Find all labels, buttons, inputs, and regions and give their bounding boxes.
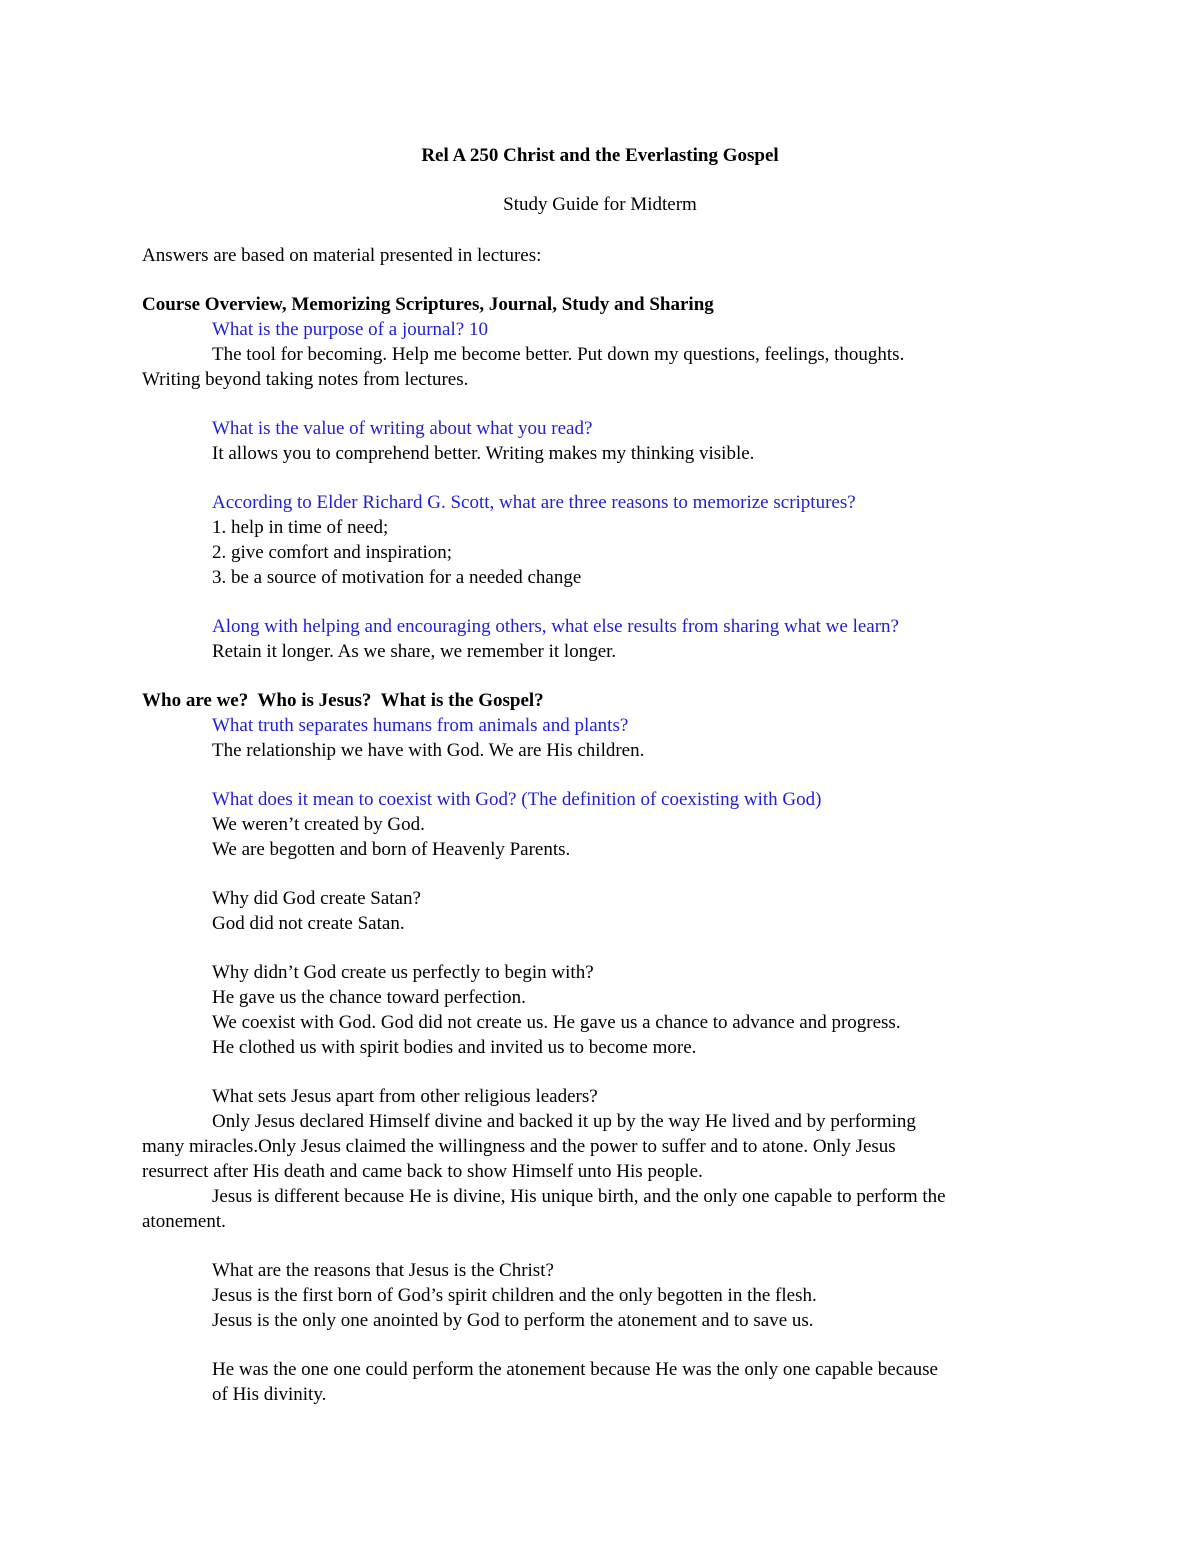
answer: atonement. <box>142 1211 226 1232</box>
answer: God did not create Satan. <box>212 913 405 934</box>
question: Why did God create Satan? <box>212 888 421 909</box>
answer: The tool for becoming. Help me become better. Put down my questions, feelings, thoughts. <box>212 344 905 365</box>
answer: Jesus is the first born of God’s spirit children and the only begotten in the flesh. <box>212 1285 817 1306</box>
answer: We weren’t created by God. <box>212 814 425 835</box>
question: What sets Jesus apart from other religious leaders? <box>212 1086 598 1107</box>
answer: We coexist with God. God did not create us. He gave us a chance to advance and progress. <box>212 1012 901 1033</box>
answer: Jesus is different because He is divine, His unique birth, and the only one capable to perform the <box>212 1186 946 1207</box>
question: What is the purpose of a journal? 10 <box>212 319 488 340</box>
answer: Jesus is the only one anointed by God to perform the atonement and to save us. <box>212 1310 814 1331</box>
section-heading: Who are we? Who is Jesus? What is the Gospel? <box>142 690 544 711</box>
question: What truth separates humans from animals and plants? <box>212 715 629 736</box>
answer: Writing beyond taking notes from lectures. <box>142 369 469 390</box>
answer-list-item: 2. give comfort and inspiration; <box>212 542 453 563</box>
question: Along with helping and encouraging others, what else results from sharing what we learn? <box>212 616 899 637</box>
section-heading: Course Overview, Memorizing Scriptures, Journal, Study and Sharing <box>142 294 714 315</box>
question: Why didn’t God create us perfectly to begin with? <box>212 962 594 983</box>
answer: It allows you to comprehend better. Writing makes my thinking visible. <box>212 443 755 464</box>
question: What does it mean to coexist with God? (The definition of coexisting with God) <box>212 789 822 810</box>
answer: Only Jesus declared Himself divine and backed it up by the way He lived and by performing <box>212 1111 916 1132</box>
answer: He gave us the chance toward perfection. <box>212 987 526 1008</box>
answer: We are begotten and born of Heavenly Parents. <box>212 839 571 860</box>
answer: of His divinity. <box>212 1384 327 1405</box>
question: What is the value of writing about what you read? <box>212 418 593 439</box>
answer: The relationship we have with God. We are His children. <box>212 740 645 761</box>
document-title: Rel A 250 Christ and the Everlasting Gospel <box>421 145 779 166</box>
answer-list-item: 1. help in time of need; <box>212 517 389 538</box>
answer: Retain it longer. As we share, we remember it longer. <box>212 641 617 662</box>
answer: He clothed us with spirit bodies and invited us to become more. <box>212 1037 697 1058</box>
document-subtitle: Study Guide for Midterm <box>503 194 697 215</box>
answer: resurrect after His death and came back to show Himself unto His people. <box>142 1161 703 1182</box>
answer: He was the one one could perform the atonement because He was the only one capable because <box>212 1359 938 1380</box>
question: According to Elder Richard G. Scott, what are three reasons to memorize scriptures? <box>212 492 856 513</box>
answer-list-item: 3. be a source of motivation for a needed change <box>212 567 582 588</box>
intro-text: Answers are based on material presented in lectures: <box>142 245 542 266</box>
question: What are the reasons that Jesus is the Christ? <box>212 1260 554 1281</box>
answer: many miracles.Only Jesus claimed the willingness and the power to suffer and to atone. Only Jesus <box>142 1136 896 1157</box>
